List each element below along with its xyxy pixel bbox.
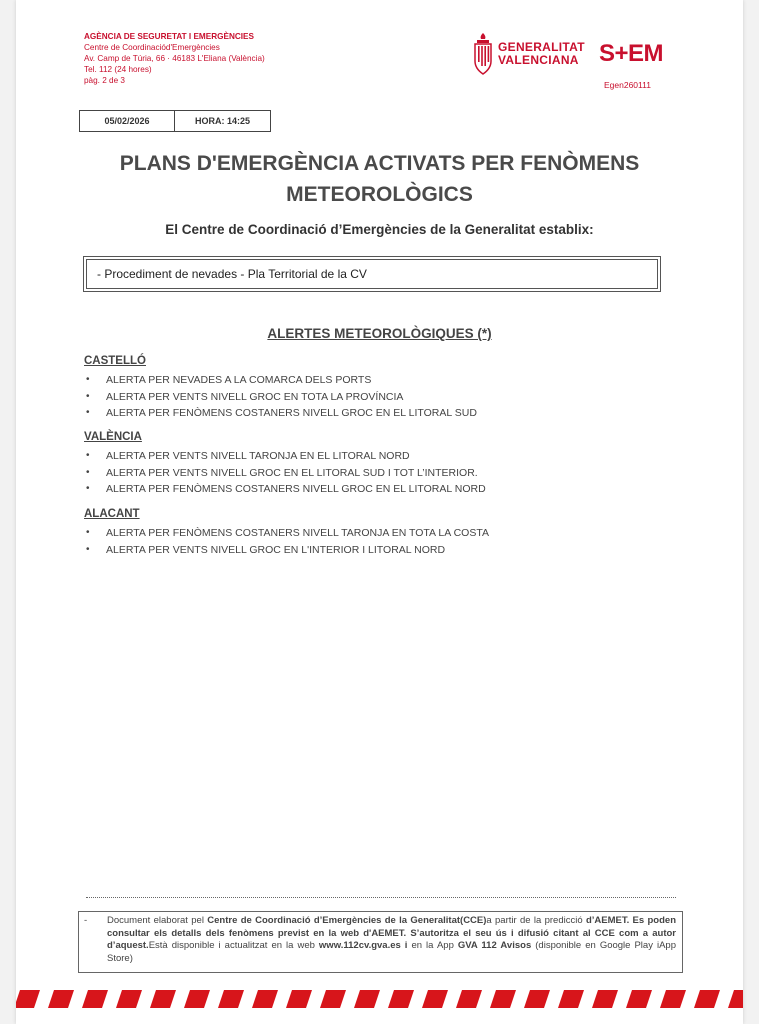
phone: Tel. 112 (24 hores) [84,65,152,74]
alert-list-alacant [84,525,489,558]
footer-note [78,911,683,973]
gva-line2: VALENCIANA [498,53,579,67]
hour-value: HORA: 14:25 [194,116,250,126]
footer-text-part: (disponible en Google Play iApp Store) [107,940,676,964]
list-item: • ALERTA PER FENÒMENS COSTANERS NIVELL TARONJA EN TOTA LA COSTA [84,525,489,542]
document-code: Egen260111 [604,80,651,90]
province-heading-alacant: ALACANT [84,508,140,520]
alert-list-castello [84,372,477,422]
list-item: • ALERTA PER VENTS NIVELL GROC EN L'INTERIOR I LITORAL NORD [84,542,489,559]
active-plan-text: - Procediment de nevades - Pla Territorial de la CV [86,259,658,289]
address: Av. Camp de Túria, 66 · 46183 L'Eliana (València) [84,54,265,63]
list-item: • ALERTA PER NEVADES A LA COMARCA DELS PORTS [84,372,477,389]
footer-text-part: en la App [411,940,458,952]
alerts-title: ALERTES METEOROLÒGIQUES (*) [267,326,492,341]
province-heading-castello: CASTELLÓ [84,355,146,367]
footer-text-part: a partir de la predicció [486,915,586,926]
page-subtitle: El Centre de Coordinació d’Emergències de la Generalitat establix: [165,222,594,237]
footer-dash: - [84,915,88,926]
alert-list-valencia [84,448,486,498]
footer-text [107,915,676,965]
page-title: PLANS D'EMERGÈNCIA ACTIVATS PER FENÒMENS METEOROLÒGICS [119,152,640,206]
footer-text-part: Està disponible i actualitzat en la web [148,940,319,952]
header-address-block [84,31,265,86]
footer-text-bold: Centre de Coordinació d’Emergències de la Generalitat(CCE) [207,915,487,926]
date-hour-box [79,110,271,132]
gva-shield-icon [474,33,492,75]
province-heading-valencia: VALÈNCIA [84,431,142,443]
footer-divider [86,897,676,898]
generalitat-logo [474,33,585,75]
footer-app-name: GVA 112 Avisos [457,940,532,952]
footer-web-link[interactable]: www.112cv.gva.es [318,940,401,952]
date-value: 05/02/2026 [80,111,175,131]
red-stripe-band [16,990,743,1008]
list-item: • ALERTA PER FENÒMENS COSTANERS NIVELL GROC EN EL LITORAL SUD [84,405,477,422]
sem-logo: S+EM [599,40,664,67]
page-number: pàg. 2 de 3 [84,76,125,85]
footer-text-bold: d’AEMET. Es poden consultar els detalls dels fenòmens previst en la web d'AEMET. S’autoritza el seu ús i difusió citant al CCE com a autor d’aquest. [107,915,676,952]
footer-text-part: Document elaborat pel [107,915,208,926]
list-item: • ALERTA PER VENTS NIVELL GROC EN TOTA LA PROVÍNCIA [84,389,477,406]
active-plan-box [83,256,661,292]
list-item: • ALERTA PER FENÒMENS COSTANERS NIVELL GROC EN EL LITORAL NORD [84,481,486,498]
gva-line1: GENERALITAT [498,40,585,54]
org-name: AGÈNCIA DE SEGURETAT I EMERGÈNCIES [84,32,254,41]
center-name: Centre de Coordinaciód'Emergències [84,43,220,52]
list-item: • ALERTA PER VENTS NIVELL TARONJA EN EL LITORAL NORD [84,448,486,465]
footer-text-bold: i [400,940,412,952]
document-page [16,0,743,1024]
list-item: • ALERTA PER VENTS NIVELL GROC EN EL LITORAL SUD I TOT L’INTERIOR. [84,465,486,482]
